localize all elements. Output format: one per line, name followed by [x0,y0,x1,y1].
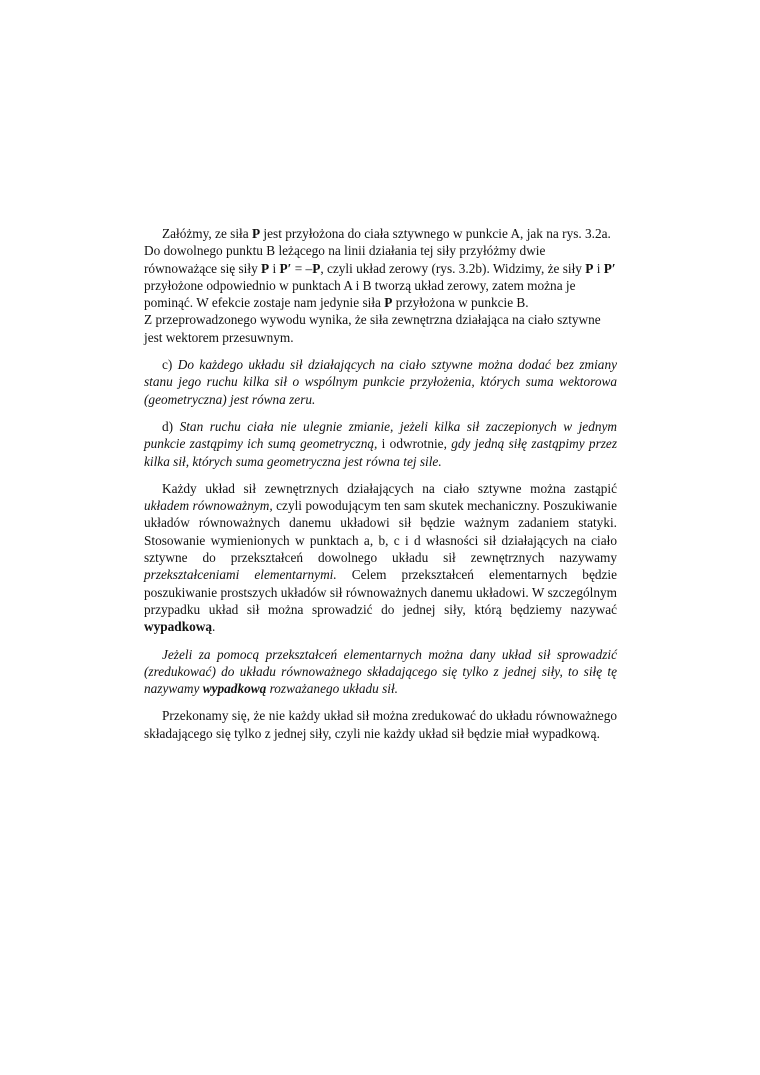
paragraph-force-shift: Załóżmy, ze siła P jest przyłożona do ciała sztywnego w punkcie A, jak na rys. 3.2a. Do dowolnego punktu B leżącego na linii działania tej siły przyłóżmy dwie równoważące się siły P i P′ = –P, czyli układ zerowy (rys. 3.2b). Widzimy, że siły P i P′ przyłożone odpowiednio w punktach A i B tworzą układ zerowy, zatem można je pominąć. W efekcie zostaje nam jedynie siła P przyłożona w punkcie B. [144,226,616,311]
paragraph-property-c: c) Do każdego układu sił działających na ciało sztywne można dodać bez zmiany stanu jego ruchu kilka sił o wspólnym punkcie przyłożenia, których suma wektorowa (geometryczna) jest równa zeru. [144,357,617,407]
paragraph-resultant-definition: Jeżeli za pomocą przekształceń elementarnych można dany układ sił sprowadzić (zredukować) do układu równoważnego składającego się tylko z jednej siły, to siłę tę nazywamy wypadkową rozważanego układu sił. [144,646,617,697]
paragraph-property-d: d) Stan ruchu ciała nie ulegnie zmianie, jeżeli kilka sił zaczepionych w jednym punkcie zastąpimy ich sumą geometryczną, i odwrotnie, gdy jedną siłę zastąpimy przez kilka sił, których suma geometryczna jest równa tej sile. [144,418,617,469]
document-page [144,225,617,742]
paragraph-equivalent-system: Każdy układ sił zewnętrznych działających na ciało sztywne można zastąpić układem równoważnym, czyli powodującym ten sam skutek mechaniczny. Poszukiwanie układów równoważnych danemu układowi sił będzie ważnym zadaniem statyki. Stosowanie wymienionych w punktach a, b, c i d własności sił działających na ciało sztywne do przekształceń dowolnego układu sił zewnętrznych nazywamy przekształceniami elementarnymi. Celem przekształceń elementarnych będzie poszukiwanie prostszych układów sił równoważnych danemu układowi. W szczególnym przypadku układ sił można sprowadzić do jednej siły, którą będziemy nazywać wypadkową. [144,480,618,635]
paragraph-conclusion: Z przeprowadzonego wywodu wynika, że siła zewnętrzna działająca na ciało sztywne jest wektorem przesuwnym. [144,312,601,345]
paragraph-final-remark: Przekonamy się, że nie każdy układ sił można zredukować do układu równoważnego składającego się tylko z jednej siły, czyli nie każdy układ sił będzie miał wypadkową. [144,708,617,741]
